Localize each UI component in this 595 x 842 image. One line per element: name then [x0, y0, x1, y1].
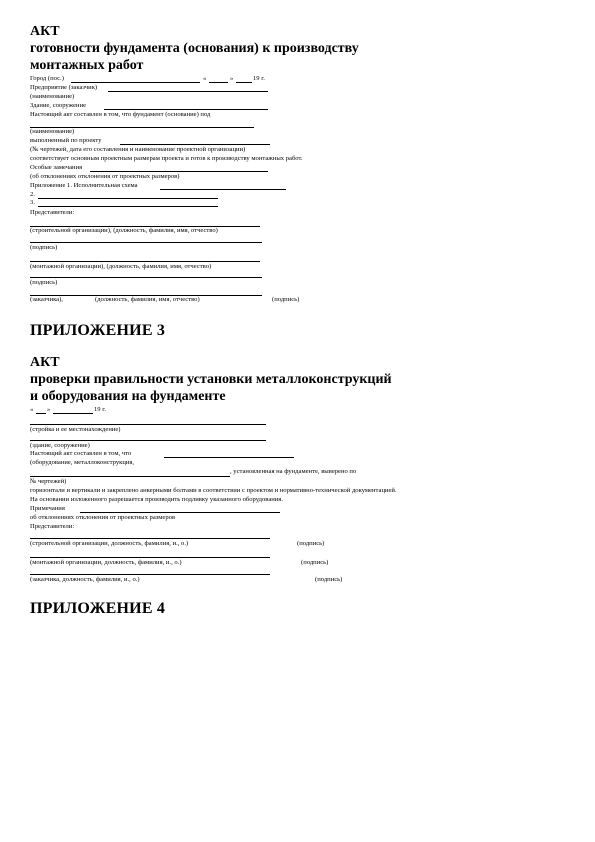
act2-statement: Настоящий акт составлен в том, что	[30, 450, 132, 457]
act2-notes-line	[80, 512, 280, 513]
appendix-1-line	[160, 189, 286, 190]
year-label: 19 г.	[253, 75, 265, 82]
month-field-line	[236, 82, 252, 83]
rep2-line	[30, 261, 260, 262]
special-notes-label: Особые замечания	[30, 164, 83, 171]
act2-rep2-line	[30, 557, 270, 558]
item-3-line	[38, 206, 218, 207]
act2-date-quote-close: »	[47, 406, 51, 413]
building-label: Здание, сооружение	[30, 102, 87, 109]
name-note-2: (наименование)	[30, 128, 75, 135]
act1-title: АКТ	[30, 24, 60, 39]
rep1-note: (строительной организации), (должность, фамилия, имя, отчество)	[30, 227, 218, 234]
act1-statement: Настоящий акт составлен в том, что фундамент (основание) под	[30, 111, 211, 118]
deviations-note: (об отклонениях отклонения от проектных размеров)	[30, 173, 180, 180]
rep3-customer: (заказчика),	[30, 296, 63, 303]
act2-sign2-note: (подпись)	[301, 559, 329, 566]
sign1-line	[30, 242, 262, 243]
act1-subtitle-line1: готовности фундамента (основания) к производству	[30, 41, 359, 56]
act2-notes-label: Примечания	[30, 505, 65, 512]
act2-sign3-note: (подпись)	[315, 576, 343, 583]
building-field-line	[104, 109, 268, 110]
date-quote-open: «	[203, 75, 207, 82]
act2-date-quote-open: «	[30, 406, 34, 413]
city-field-line	[71, 82, 200, 83]
rep2-note: (монтажной организации), (должность, фамилия, имя, отчество)	[30, 263, 212, 270]
act2-sign1-note: (подпись)	[297, 540, 325, 547]
site-line	[30, 424, 266, 425]
conforms-text: соответствует основным проектным размерам проекта и готов к производству монтажных работ.	[30, 155, 303, 162]
equipment-note: (оборудование, металлоконструкция,	[30, 459, 135, 466]
enterprise-field-line	[108, 91, 268, 92]
act2-day-line	[36, 413, 46, 414]
enterprise-label: Предприятие (заказчик)	[30, 84, 98, 91]
drawings-note: (№ чертежей, дата его составления и наименование проектной организации)	[30, 146, 246, 153]
made-by-project: выполненный по проекту	[30, 137, 102, 144]
act2-representatives-label: Представители:	[30, 523, 75, 530]
act2-rep1-line	[30, 538, 270, 539]
act2-line1: горизонтали и вертикали и закреплено анкерными болтами в соответствии с проектом и нормативно-технической документацией.	[30, 487, 397, 494]
act2-drawings-note: № чертежей)	[30, 478, 67, 485]
act2-deviations-note: об отклонениях отклонения от проектных размеров	[30, 514, 176, 521]
appendix-4-heading: ПРИЛОЖЕНИЕ 4	[30, 600, 166, 617]
act2-rep3-line	[30, 574, 270, 575]
city-label: Город (пос.)	[30, 75, 64, 82]
act2-year-label: 19 г.	[94, 406, 106, 413]
day-field-line	[209, 82, 228, 83]
act2-subtitle-line1: проверки правильности установки металлоконструкций	[30, 372, 392, 387]
act1-subtitle-line2: монтажных работ	[30, 58, 144, 73]
statement-line	[164, 457, 294, 458]
project-field-line	[120, 144, 270, 145]
sign3-note: (подпись)	[272, 296, 300, 303]
sign2-note: (подпись)	[30, 279, 58, 286]
item-2: 2.	[30, 191, 35, 198]
act2-month-line	[53, 413, 93, 414]
representatives-label: Представители:	[30, 209, 75, 216]
appendix-1-label: Приложение 1. Исполнительная схема	[30, 182, 138, 189]
act2-subtitle-line2: и оборудования на фундаменте	[30, 389, 226, 404]
name-note: (наименование)	[30, 93, 75, 100]
act2-rep1-note: (строительной организации, должность, фамилия, и., о.)	[30, 540, 189, 547]
site-note: (стройка и ее местонахождение)	[30, 426, 121, 433]
building-note: (здание, сооружение)	[30, 442, 90, 449]
act2-line2: На основании изложенного разрешается производить подливку указанного оборудования.	[30, 496, 283, 503]
building-line	[30, 440, 266, 441]
item-3: 3.	[30, 199, 35, 206]
sign1-note: (подпись)	[30, 244, 58, 251]
special-notes-line	[90, 171, 268, 172]
act2-rep3-note: (заказчика, должность, фамилия, и., о.)	[30, 576, 140, 583]
rep3-note: (должность, фамилия, имя, отчество)	[95, 296, 200, 303]
sign2-line	[30, 277, 262, 278]
item-2-line	[38, 198, 218, 199]
appendix-3-heading: ПРИЛОЖЕНИЕ 3	[30, 322, 166, 339]
act2-rep2-note: (монтажной организации, должность, фамилия, и., о.)	[30, 559, 182, 566]
equipment-line	[30, 476, 230, 477]
act2-title: АКТ	[30, 355, 60, 370]
installed-text: , установленная на фундаменте, выверено по	[230, 468, 357, 475]
date-quote-close: »	[230, 75, 234, 82]
